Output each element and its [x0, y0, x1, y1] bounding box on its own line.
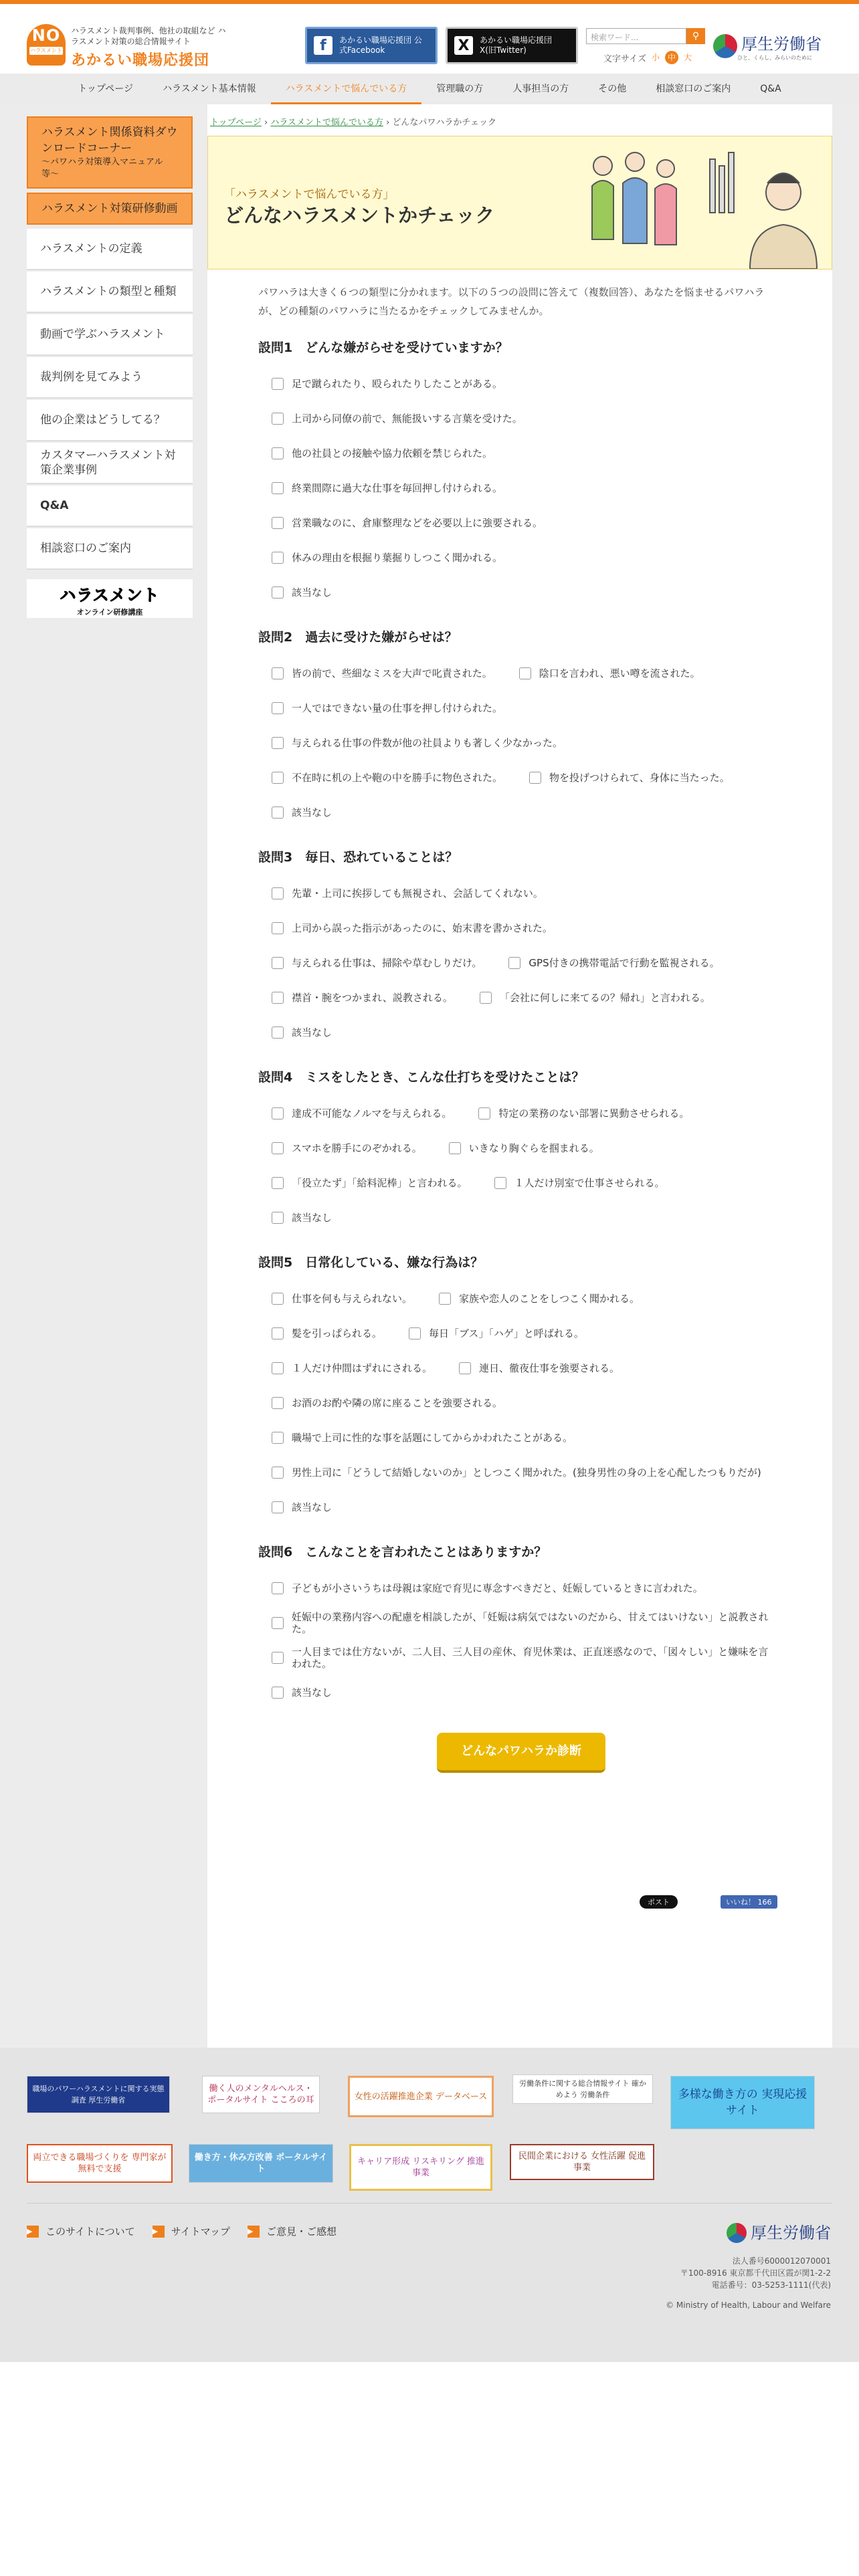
- checkbox[interactable]: [459, 1362, 471, 1374]
- option-label: 該当なし: [292, 807, 332, 819]
- page-hero: [207, 136, 832, 270]
- footer-banner-hatarakikata[interactable]: 働き方・休み方改善 ポータルサイト: [189, 2144, 333, 2183]
- footer-link-sitemap[interactable]: [153, 2224, 230, 2238]
- checkbox[interactable]: [272, 552, 284, 564]
- question-4: [258, 1067, 784, 1235]
- x-icon: X: [454, 36, 473, 55]
- option-checkbox[interactable]: [258, 876, 784, 911]
- page-title: どんなハラスメントかチェック: [224, 204, 495, 227]
- footer-info: [666, 2223, 831, 2311]
- option-checkbox[interactable]: [436, 1131, 613, 1166]
- intro-text: パワハラは大きく６つの類型に分かれます。以下の５つの設問に答えて（複数回答）、あなたを悩ませるパワハラが、どの種類のパワハラに当たるかをチェックしてみませんか。: [258, 286, 765, 317]
- option-label: 毎日「ブス」「ハゲ」と呼ばれる。: [429, 1327, 584, 1339]
- arrow-right-icon: ▶: [248, 2226, 260, 2238]
- option-checkbox[interactable]: [258, 656, 506, 691]
- online-training-sub: オンライン研修講座: [76, 608, 143, 617]
- sidebar-item-other-companies[interactable]: 他の企業はどうしてる？: [27, 400, 193, 441]
- checkbox[interactable]: [272, 887, 284, 899]
- option-checkbox[interactable]: [425, 1281, 653, 1316]
- online-training-title: ハラスメント: [60, 586, 160, 605]
- sidebar-item-videos[interactable]: 動画で学ぶハラスメント: [27, 314, 193, 356]
- option-label: 先輩・上司に挨拶しても無視され、会話してくれない。: [292, 887, 543, 899]
- checkbox[interactable]: [272, 1432, 284, 1444]
- checkbox[interactable]: [272, 1652, 284, 1664]
- option-checkbox[interactable]: [466, 980, 724, 1015]
- option-checkbox[interactable]: [258, 1640, 784, 1675]
- mhlw-slogan: ひと、くらし、みらいのために: [737, 55, 812, 61]
- option-label: 子どもが小さいうちは母親は家庭で育児に専念すべきだと、妊娠しているときに言われた。: [292, 1582, 703, 1594]
- option-checkbox[interactable]: [258, 1166, 481, 1200]
- option-none[interactable]: [258, 1675, 784, 1710]
- option-label: 上司から誤った指示があったのに、始末書を書かされた。: [292, 922, 553, 934]
- question-2: [258, 627, 784, 830]
- option-label: いきなり胸ぐらを掴まれる。: [468, 1142, 599, 1154]
- option-label: 該当なし: [292, 586, 332, 599]
- facebook-icon: f: [314, 36, 332, 55]
- diagnose-button[interactable]: どんなパワハラか診断: [437, 1733, 605, 1773]
- checkbox[interactable]: [508, 957, 520, 969]
- option-checkbox[interactable]: [258, 691, 784, 726]
- option-checkbox[interactable]: [481, 1166, 678, 1200]
- question-title: 設問5 日常化している、嫌な行為は？: [258, 1255, 484, 1270]
- option-checkbox[interactable]: [258, 436, 784, 471]
- checkbox[interactable]: [272, 1293, 284, 1305]
- option-checkbox[interactable]: [258, 980, 466, 1015]
- font-size-large[interactable]: 大: [683, 53, 692, 62]
- arrow-right-icon: ▶: [27, 2226, 39, 2238]
- global-nav: [0, 74, 859, 104]
- sidebar: [27, 116, 193, 618]
- option-checkbox[interactable]: [258, 366, 784, 401]
- x-twitter-button[interactable]: [446, 27, 578, 64]
- option-label: 営業職なのに、倉庫整理などを必要以上に強要される。: [292, 517, 543, 529]
- nav-managers[interactable]: 管理職の方: [436, 84, 484, 94]
- option-checkbox[interactable]: [446, 1351, 633, 1386]
- checkbox[interactable]: [449, 1142, 461, 1154]
- checkbox[interactable]: [272, 807, 284, 819]
- sidebar-download-sub: 〜パワハラ対策導入マニュアル等〜: [41, 157, 163, 179]
- question-title: 設問6 こんなことを言われたことはありますか？: [258, 1545, 547, 1560]
- footer-banner-roudou-jouken[interactable]: 労働条件に関する総合情報サイト 確かめよう 労働条件: [512, 2074, 653, 2104]
- option-checkbox[interactable]: [258, 1351, 446, 1386]
- checkbox[interactable]: [272, 1362, 284, 1374]
- checkbox[interactable]: [272, 413, 284, 425]
- option-label: 上司から同僚の前で、無能扱いする言葉を受けた。: [292, 413, 522, 425]
- search-input[interactable]: 検索ワード...: [586, 28, 686, 44]
- checkbox[interactable]: [409, 1327, 421, 1339]
- question-title: 設問3 毎日、恐れていることは？: [258, 850, 458, 865]
- option-checkbox[interactable]: [258, 1420, 784, 1455]
- nav-troubled[interactable]: ハラスメントで悩んでいる方: [271, 74, 422, 104]
- option-none[interactable]: [258, 575, 784, 610]
- page-body: [0, 104, 859, 2048]
- option-checkbox[interactable]: [258, 1386, 784, 1420]
- option-label: 一人目までは仕方ないが、二人目、三人目の産休、育児休業は、正直迷惑なので、「図々しい」と嫌味を言われた。: [292, 1646, 769, 1670]
- footer-banner-tayou[interactable]: 多様な働き方の 実現応援サイト: [670, 2076, 815, 2129]
- mhlw-logo[interactable]: [713, 31, 822, 62]
- nav-hr[interactable]: 人事担当の方: [512, 84, 569, 94]
- option-checkbox[interactable]: [258, 401, 784, 436]
- checkbox[interactable]: [439, 1293, 451, 1305]
- option-checkbox[interactable]: [258, 726, 784, 760]
- checkbox[interactable]: [272, 992, 284, 1004]
- option-checkbox[interactable]: [258, 540, 784, 575]
- breadcrumb-current: どんなパワハラかチェック: [392, 118, 497, 128]
- checkbox[interactable]: [272, 1501, 284, 1513]
- option-checkbox[interactable]: [495, 946, 733, 980]
- check-form: [207, 283, 832, 1773]
- checkbox[interactable]: [272, 737, 284, 749]
- option-label: スマホを勝手にのぞかれる。: [292, 1142, 422, 1154]
- option-checkbox[interactable]: [258, 1606, 784, 1640]
- option-label: 終業間際に過大な仕事を毎回押し付けられる。: [292, 482, 503, 494]
- checkbox[interactable]: [272, 1397, 284, 1409]
- online-training-banner[interactable]: [27, 579, 193, 618]
- checkbox[interactable]: [272, 517, 284, 529]
- x-label: あかるい職場応援団 X(旧Twitter): [480, 35, 553, 55]
- option-label: 「役立たず」「給料泥棒」と言われる。: [292, 1177, 468, 1189]
- question-title: 設問2 過去に受けた嫌がらせは？: [258, 630, 458, 645]
- checkbox[interactable]: [272, 1582, 284, 1594]
- footer-banner-kokoro[interactable]: 働く人のメンタルヘルス・ポータルサイト こころの耳: [202, 2076, 320, 2113]
- option-checkbox[interactable]: [506, 656, 714, 691]
- option-label: １人だけ別室で仕事させられる。: [514, 1177, 665, 1189]
- checkbox[interactable]: [272, 1617, 284, 1629]
- question-1: [258, 338, 784, 610]
- option-checkbox[interactable]: [258, 1455, 784, 1490]
- checkbox[interactable]: [529, 772, 541, 784]
- footer-link-label: このサイトについて: [45, 2226, 135, 2238]
- checkbox[interactable]: [272, 1107, 284, 1119]
- footer-mhlw-name: 厚生労働省: [751, 2224, 831, 2242]
- sidebar-download-corner[interactable]: [27, 116, 193, 189]
- option-label: 男性上司に「どうして結婚しないのか」としつこく聞かれた。(独身男性の身の上を心配したつもりだが): [292, 1467, 761, 1479]
- option-checkbox[interactable]: [516, 760, 743, 795]
- logo-no-text: NO: [31, 26, 61, 45]
- facebook-label: あかるい職場応援団 公式Facebook: [339, 35, 422, 55]
- footer-links: [27, 2224, 337, 2238]
- option-none[interactable]: [258, 1200, 784, 1235]
- footer-banner-survey[interactable]: 職場のパワーハラスメントに関する実態調査 厚生労働省: [27, 2076, 170, 2113]
- site-footer: [0, 2048, 859, 2362]
- option-checkbox[interactable]: [465, 1096, 702, 1131]
- option-label: 物を投げつけられて、身体に当たった。: [549, 772, 730, 784]
- sidebar-item-customer-harassment[interactable]: カスタマーハラスメント対策企業事例: [27, 443, 193, 484]
- option-label: 「会社に何しに来てるの？帰れ」と言われる。: [499, 992, 710, 1004]
- option-label: 陰口を言われ、悪い噂を流された。: [539, 667, 700, 679]
- facebook-button[interactable]: [305, 27, 438, 64]
- sidebar-download-title: ハラスメント関係資料ダウンロードコーナー: [41, 126, 178, 155]
- option-checkbox[interactable]: [258, 911, 784, 946]
- footer-copyright: © Ministry of Health, Labour and Welfare: [666, 2300, 831, 2310]
- main-content: [207, 104, 832, 2048]
- checkbox[interactable]: [272, 1142, 284, 1154]
- footer-corp-no: 法人番号6000012070001: [732, 2256, 831, 2266]
- mhlw-mark-icon: [727, 2223, 747, 2243]
- sidebar-training-video[interactable]: ハラスメント対策研修動画: [27, 193, 193, 225]
- nav-qa[interactable]: Q&A: [760, 84, 781, 94]
- option-label: 該当なし: [292, 1687, 332, 1699]
- checkbox[interactable]: [272, 957, 284, 969]
- site-name: あかるい職場応援団: [71, 52, 210, 69]
- x-post-button[interactable]: ポスト: [640, 1895, 678, 1909]
- checkbox[interactable]: [272, 667, 284, 679]
- option-label: お酒のお酌や隣の席に座ることを強要される。: [292, 1397, 503, 1409]
- option-checkbox[interactable]: [258, 1096, 465, 1131]
- font-size-small[interactable]: 小: [651, 53, 660, 62]
- option-label: 該当なし: [292, 1212, 332, 1224]
- option-label: 足で蹴られたり、殴られたりしたことがある。: [292, 378, 503, 390]
- footer-banner-ryouritsu[interactable]: 両立できる職場づくりを 専門家が無料で支援: [27, 2144, 173, 2183]
- font-size-label: 文字サイズ: [603, 53, 646, 64]
- option-none[interactable]: [258, 1490, 784, 1525]
- option-label: 特定の業務のない部署に異動させられる。: [498, 1107, 690, 1119]
- option-label: 達成不可能なノルマを与えられる。: [292, 1107, 452, 1119]
- option-label: 家族や恋人のことをしつこく聞かれる。: [459, 1293, 640, 1305]
- nav-other[interactable]: その他: [598, 84, 627, 94]
- question-5: [258, 1253, 784, 1525]
- checkbox[interactable]: [272, 447, 284, 459]
- logo-text[interactable]: [71, 25, 231, 70]
- site-logo[interactable]: [27, 24, 66, 66]
- checkbox[interactable]: [272, 1687, 284, 1699]
- option-label: 職場で上司に性的な事を話題にしてからかわれたことがある。: [292, 1432, 573, 1444]
- font-size-switcher: [603, 51, 694, 64]
- sidebar-item-definition[interactable]: ハラスメントの定義: [27, 229, 193, 270]
- option-label: 皆の前で、些細なミスを大声で叱責された。: [292, 667, 492, 679]
- checkbox[interactable]: [494, 1177, 506, 1189]
- option-label: １人だけ仲間はずれにされる。: [292, 1362, 433, 1374]
- sidebar-item-cases[interactable]: 裁判例を見てみよう: [27, 357, 193, 399]
- site-header: [0, 4, 859, 74]
- option-label: 仕事を何も与えられない。: [292, 1293, 413, 1305]
- footer-link-label: サイトマップ: [171, 2226, 231, 2238]
- checkbox[interactable]: [272, 482, 284, 494]
- checkbox[interactable]: [272, 1027, 284, 1039]
- option-checkbox[interactable]: [258, 471, 784, 506]
- footer-banner-josei-katsuyaku[interactable]: 民間企業における 女性活躍 促進事業: [510, 2144, 654, 2180]
- checkbox[interactable]: [519, 667, 531, 679]
- option-label: 与えられる仕事は、掃除や草むしりだけ。: [292, 957, 482, 969]
- option-label: 不在時に机の上や鞄の中を勝手に物色された。: [292, 772, 503, 784]
- logo-sub-text: ハラスメント: [30, 47, 62, 53]
- footer-divider: [27, 2203, 832, 2204]
- option-label: 他の社員との接触や協力依頼を禁じられた。: [292, 447, 493, 459]
- sidebar-item-consult[interactable]: 相談窓口のご案内: [27, 528, 193, 570]
- checkbox[interactable]: [272, 1177, 284, 1189]
- question-6: [258, 1542, 784, 1710]
- option-checkbox[interactable]: [258, 946, 495, 980]
- checkbox[interactable]: [272, 586, 284, 599]
- question-title: 設問4 ミスをしたとき、こんな仕打ちを受けたことは？: [258, 1070, 585, 1085]
- option-checkbox[interactable]: [258, 760, 516, 795]
- question-title: 設問1 どんな嫌がらせを受けていますか？: [258, 340, 508, 355]
- option-none[interactable]: [258, 1015, 784, 1050]
- breadcrumb-troubled[interactable]: ハラスメントで悩んでいる方: [270, 118, 383, 128]
- search-icon: ⚲: [692, 31, 700, 41]
- checkbox[interactable]: [272, 1212, 284, 1224]
- footer-banner-josei-db[interactable]: 女性の活躍推進企業 データベース: [348, 2076, 494, 2117]
- option-checkbox[interactable]: [395, 1316, 597, 1351]
- site-tagline: ハラスメント裁判事例、他社の取組など ハラスメント対策の総合情報サイト: [71, 26, 226, 46]
- option-none[interactable]: [258, 795, 784, 830]
- mhlw-name: 厚生労働省: [741, 35, 822, 53]
- option-label: 該当なし: [292, 1027, 332, 1039]
- font-size-medium[interactable]: 中: [665, 51, 678, 64]
- footer-link-label: ご意見・ご感想: [266, 2226, 337, 2238]
- option-label: 休みの理由を根掘り葉掘りしつこく聞かれる。: [292, 552, 503, 564]
- checkbox[interactable]: [272, 378, 284, 390]
- option-checkbox[interactable]: [258, 1281, 425, 1316]
- facebook-like-button[interactable]: いいね！ 166: [721, 1895, 777, 1909]
- option-label: 連日、徹夜仕事を強要される。: [479, 1362, 620, 1374]
- option-label: 髪を引っぱられる。: [292, 1327, 383, 1339]
- footer-banner-reskilling[interactable]: キャリア形成 リスキリング 推進事業: [349, 2144, 492, 2191]
- nav-basic-info[interactable]: ハラスメント基本情報: [163, 84, 256, 94]
- breadcrumb-top[interactable]: トップページ: [210, 118, 262, 128]
- option-label: 一人ではできない量の仕事を押し付けられた。: [292, 702, 503, 714]
- mhlw-mark-icon: [713, 34, 737, 58]
- footer-address: 〒100-8916 東京都千代田区霞が関1-2-2: [680, 2268, 831, 2278]
- nav-consult[interactable]: 相談窓口のご案内: [656, 84, 731, 94]
- option-label: GPS付きの携帯電話で行動を監視される。: [529, 957, 720, 969]
- option-checkbox[interactable]: [258, 1316, 395, 1351]
- checkbox[interactable]: [272, 1467, 284, 1479]
- search-button[interactable]: [686, 28, 705, 44]
- checkbox[interactable]: [272, 922, 284, 934]
- option-label: 与えられる仕事の件数が他の社員よりも著しく少なかった。: [292, 737, 563, 749]
- checkbox[interactable]: [478, 1107, 490, 1119]
- checkbox[interactable]: [272, 772, 284, 784]
- nav-top[interactable]: トップページ: [78, 84, 134, 94]
- footer-link-about[interactable]: [27, 2224, 135, 2238]
- breadcrumb: トップページ › ハラスメントで悩んでいる方 › どんなパワハラかチェック: [210, 118, 497, 128]
- share-buttons: [640, 1895, 777, 1909]
- hero-people-illustration: [583, 146, 824, 269]
- question-3: [258, 847, 784, 1050]
- footer-mhlw-logo[interactable]: [666, 2223, 831, 2243]
- option-checkbox[interactable]: [258, 506, 784, 540]
- checkbox[interactable]: [272, 702, 284, 714]
- checkbox[interactable]: [480, 992, 492, 1004]
- checkbox[interactable]: [272, 1327, 284, 1339]
- option-checkbox[interactable]: [258, 1571, 784, 1606]
- arrow-right-icon: ▶: [153, 2226, 165, 2238]
- option-checkbox[interactable]: [258, 1131, 436, 1166]
- option-label: 妊娠中の業務内容への配慮を相談したが、「妊娠は病気ではないのだから、甘えてはいけない」と説教された。: [292, 1611, 769, 1635]
- sidebar-item-types[interactable]: ハラスメントの類型と種類: [27, 272, 193, 313]
- footer-link-feedback[interactable]: [248, 2224, 337, 2238]
- hero-kicker: 「ハラスメントで悩んでいる方」: [224, 188, 395, 201]
- option-label: 該当なし: [292, 1501, 332, 1513]
- option-label: 襟首・腕をつかまれ、説教される。: [292, 992, 453, 1004]
- sidebar-item-qa[interactable]: Q&A: [27, 486, 193, 527]
- footer-phone: 電話番号：03-5253-1111(代表): [711, 2280, 831, 2290]
